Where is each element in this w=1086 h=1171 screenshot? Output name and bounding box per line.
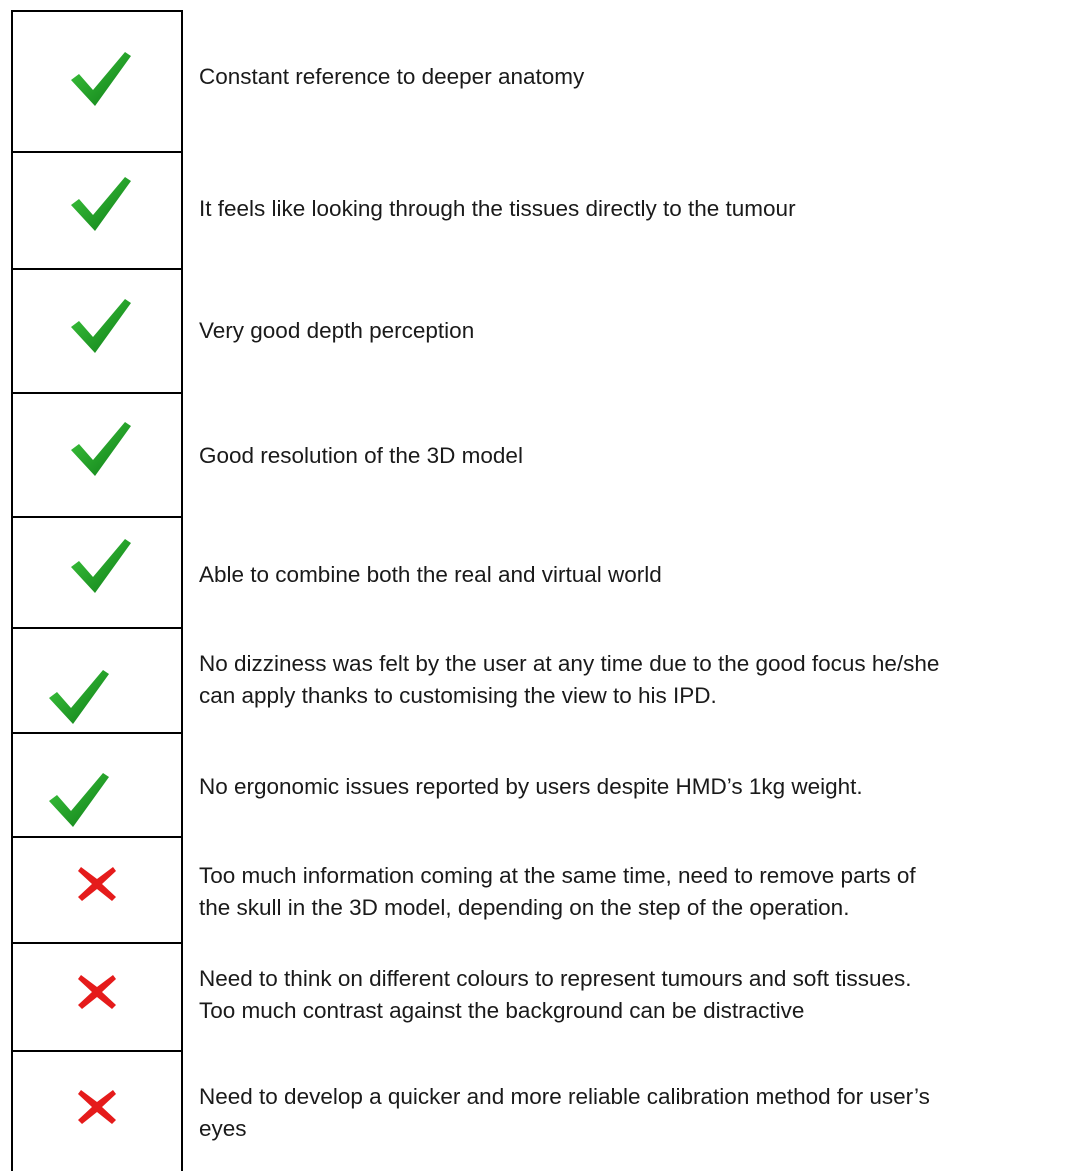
check-icon [69,420,133,478]
check-icon [47,668,111,726]
table-row [0,517,1086,628]
check-icon [69,537,133,595]
table-row [0,393,1086,517]
row-text-line: Very good depth perception [199,318,475,343]
cross-icon [77,973,117,1011]
row-text-line: the skull in the 3D model, depending on the step of the operation. [199,895,850,920]
cross-icon [77,865,117,903]
icon-cell [11,837,183,944]
row-text-line: Good resolution of the 3D model [199,443,523,468]
table-row [0,143,1086,269]
icon-cell [11,628,183,734]
row-text-line: No dizziness was felt by the user at any time due to the good focus he/she [199,651,940,676]
row-text-line: Too much information coming at the same time, need to remove parts of [199,863,916,888]
check-icon [69,50,133,108]
row-text-line: can apply thanks to customising the view to his IPD. [199,683,717,708]
icon-cell [11,733,183,838]
icon-cell [11,143,183,270]
icon-cell [11,393,183,518]
row-text-line: It feels like looking through the tissues directly to the tumour [199,196,796,221]
table-row [0,0,1086,141]
row-text-line: Able to combine both the real and virtual world [199,562,662,587]
row-text [199,193,1086,225]
table-row [0,628,1086,733]
row-text-line: Too much contrast against the background can be distractive [199,998,805,1023]
table-row [0,269,1086,393]
icon-cell [11,1051,183,1171]
row-text [199,1081,1086,1145]
row-text [199,648,1086,712]
row-text-line: Constant reference to deeper anatomy [199,64,585,89]
icon-cell [11,269,183,394]
cross-icon [77,1088,117,1126]
icon-cell [11,10,183,153]
table-row [0,1051,1086,1171]
table-row [0,837,1086,943]
row-text [199,315,1086,347]
table-row [0,943,1086,1051]
row-text [199,559,1086,591]
icon-cell [11,943,183,1052]
table-row [0,733,1086,837]
row-text [199,963,1086,1027]
icon-cell [11,517,183,629]
row-text-line: Need to think on different colours to represent tumours and soft tissues. [199,966,912,991]
row-text-line: No ergonomic issues reported by users despite HMD’s 1kg weight. [199,774,863,799]
row-text [199,440,1086,472]
check-icon [69,297,133,355]
check-icon [47,771,111,829]
row-text [199,771,1086,803]
row-text [199,61,1086,93]
row-text-line: eyes [199,1116,247,1141]
row-text-line: Need to develop a quicker and more reliable calibration method for user’s [199,1084,930,1109]
row-text [199,860,1086,924]
check-icon [69,175,133,233]
